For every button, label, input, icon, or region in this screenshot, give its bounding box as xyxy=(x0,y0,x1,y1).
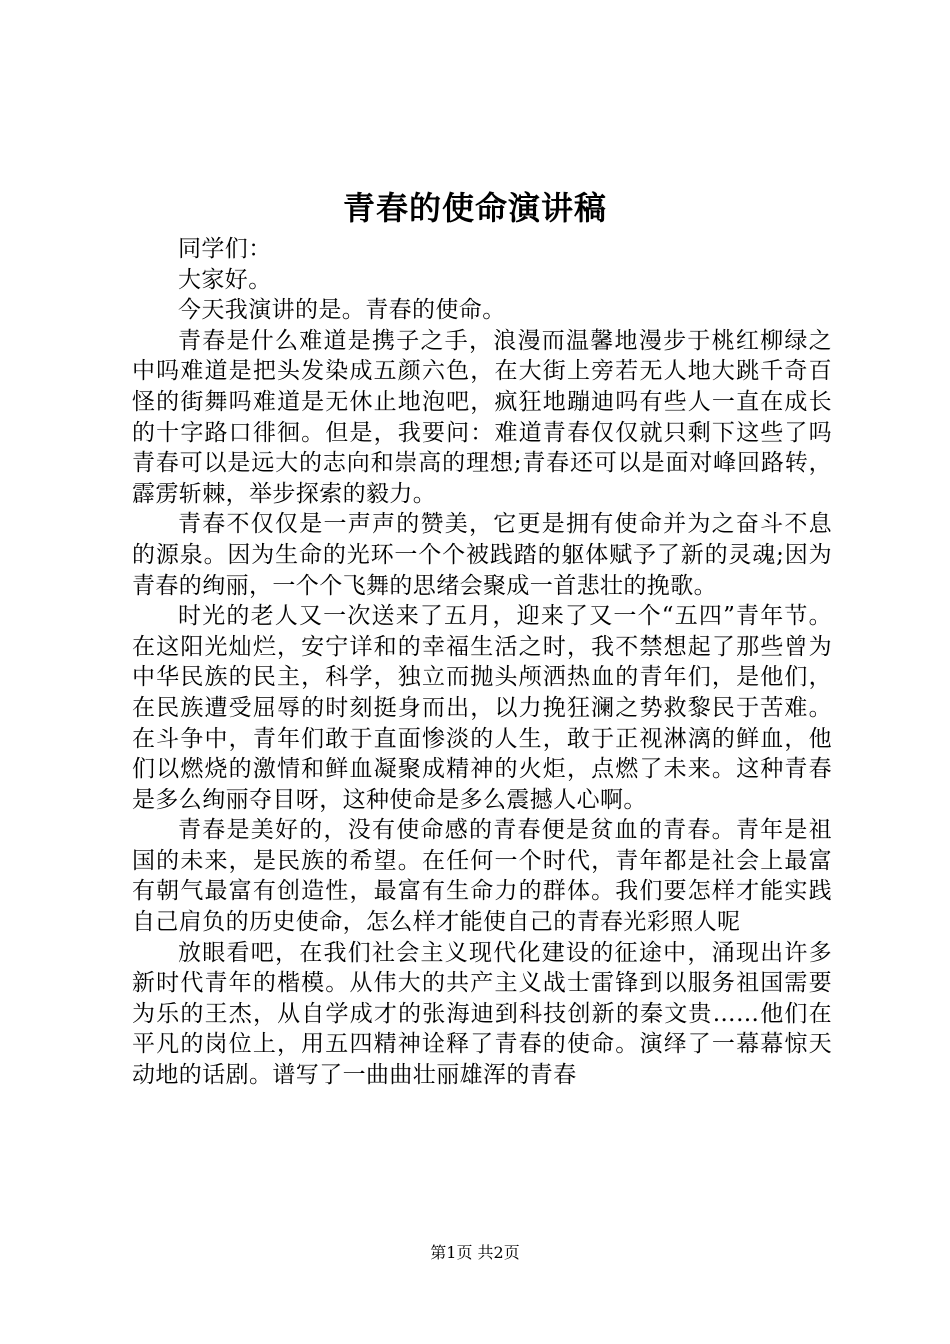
page-number-footer: 第1页 共2页 xyxy=(430,1243,520,1262)
document-body xyxy=(132,234,832,1091)
body-paragraph: 青春不仅仅是一声声的赞美，它更是拥有使命并为之奋斗不息的源泉。因为生命的光环一个个被践踏的躯体赋予了新的灵魂;因为青春的绚丽，一个个飞舞的思绪会聚成一首悲壮的挽歌。 xyxy=(132,511,832,599)
body-paragraph: 青春是美好的，没有使命感的青春便是贫血的青春。青年是祖国的未来，是民族的希望。在任何一个时代，青年都是社会上最富有朝气最富有创造性，最富有生命力的群体。我们要怎样才能实践自己肩负的历史使命，怎么样才能使自己的青春光彩照人呢 xyxy=(132,817,832,936)
greeting-paragraph: 大家好。 xyxy=(178,266,272,293)
document-title: 青春的使命演讲稿 xyxy=(342,189,607,227)
body-paragraph: 时光的老人又一次送来了五月，迎来了又一个“五四”青年节。在这阳光灿烂，安宁详和的幸福生活之时，我不禁想起了那些曾为中华民族的民主，科学，独立而抛头颅洒热血的青年们，是他们，在民族遭受屈辱的时刻挺身而出，以力挽狂澜之势救黎民于苦难。在斗争中，青年们敢于直面惨淡的人生，敢于正视淋漓的鲜血，他们以燃烧的激情和鲜血凝聚成精神的火炬，点燃了未来。这种青春是多么绚丽夺目呀，这种使命是多么震撼人心啊。 xyxy=(132,603,832,813)
topic-paragraph: 今天我演讲的是。青春的使命。 xyxy=(178,297,506,324)
body-paragraph: 放眼看吧，在我们社会主义现代化建设的征途中，涌现出许多新时代青年的楷模。从伟大的共产主义战士雷锋到以服务祖国需要为乐的王杰，从自学成才的张海迪到科技创新的秦文贵……他们在平凡的岗位上，用五四精神诠释了青春的使命。演绎了一幕幕惊天动地的话剧。谱写了一曲曲壮丽雄浑的青春 xyxy=(132,939,832,1089)
salutation-paragraph: 同学们： xyxy=(178,236,272,262)
body-paragraph: 青春是什么难道是携子之手，浪漫而温馨地漫步于桃红柳绿之中吗难道是把头发染成五颜六色，在大街上旁若无人地大跳千奇百怪的街舞吗难道是无休止地泡吧，疯狂地蹦迪吗有些人一直在成长的十字路口徘徊。但是，我要问：难道青春仅仅就只剩下这些了吗青春可以是远大的志向和崇高的理想;青春还可以是面对峰回路转，霹雳斩棘，举步探索的毅力。 xyxy=(132,327,832,507)
